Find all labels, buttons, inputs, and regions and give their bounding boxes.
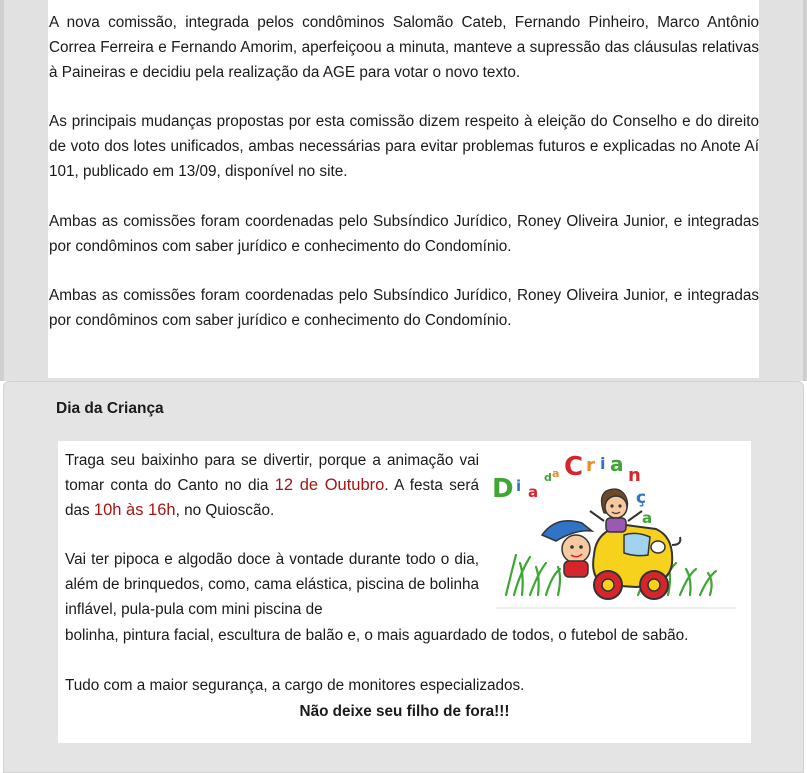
event-panel <box>58 441 751 743</box>
letter-a4: a <box>642 509 653 527</box>
paragraph-mudancas: As principais mudanças propostas por esta comissão dizem respeito à eleição do Conselho e do direito de voto dos lotes unificados, ambas necessárias para evitar problemas futuros e explicadas no Anote Aí 101, publicado em 13/09, disponível no site. <box>49 113 759 180</box>
event-intro-text-c: , no Quioscão. <box>175 502 275 519</box>
letter-a3: a <box>610 452 624 476</box>
letter-r: r <box>586 455 595 476</box>
letter-n: n <box>628 465 641 486</box>
letter-a2: a <box>552 467 560 480</box>
letter-a: a <box>528 483 539 501</box>
letter-C: C <box>564 452 584 482</box>
article-body <box>48 0 759 378</box>
event-date: 12 de Outubro <box>274 476 385 494</box>
paragraph-comissao: A nova comissão, integrada pelos condôminos Salomão Cateb, Fernando Pinheiro, Marco Antônio Correa Ferreira e Fernando Amorim, aperfeiçoou a minuta, manteve a supressão das cláusulas relativas à Paineiras e decidiu pela realização da AGE para votar o novo texto. <box>49 14 759 81</box>
letter-i: i <box>516 477 522 495</box>
event-intro-text-a: Traga seu baixinho para se divertir, porque a animação vai tomar conta do Canto no dia <box>65 452 479 494</box>
dia-da-crianca-illustration <box>486 445 742 613</box>
section-dia-da-crianca <box>3 381 804 773</box>
event-intro-text-b: . A festa será das <box>65 477 479 519</box>
letter-c-cedilla: ç <box>636 488 647 508</box>
letter-D: D <box>492 474 514 504</box>
title-letters <box>492 452 652 527</box>
event-activities-end: bolinha, pintura facial, escultura de balão e, o mais aguardado de todos, o futebol de sabão. <box>65 627 689 644</box>
frame-edge-right <box>803 0 807 381</box>
letter-i2: i <box>600 454 606 473</box>
event-intro <box>65 448 479 523</box>
toy-car <box>593 525 680 599</box>
paragraph-coordenacao-repeat: Ambas as comissões foram coordenadas pelo Subsíndico Jurídico, Roney Oliveira Junior, e integradas por condôminos com saber jurídico e conhecimento do Condomínio. <box>49 287 759 329</box>
event-safety: Tudo com a maior segurança, a cargo de monitores especializados. <box>65 677 525 694</box>
top-frame <box>0 0 807 381</box>
paragraph-coordenacao: Ambas as comissões foram coordenadas pelo Subsíndico Jurídico, Roney Oliveira Junior, e integradas por condôminos com saber jurídico e conhecimento do Condomínio. <box>49 213 759 255</box>
letter-d: d <box>544 471 552 484</box>
section-title: Dia da Criança <box>56 400 164 417</box>
frame-edge-left <box>0 0 4 381</box>
event-activities-start: Vai ter pipoca e algodão doce à vontade durante todo o dia, além de brinquedos, como, cama elástica, piscina de bolinha inflável, pula-pula com mini piscina de <box>65 551 479 618</box>
kid-with-cap <box>542 521 592 577</box>
event-time: 10h às 16h <box>93 501 176 519</box>
event-closing: Não deixe seu filho de fora!!! <box>299 703 510 720</box>
event-text-column <box>65 448 479 622</box>
